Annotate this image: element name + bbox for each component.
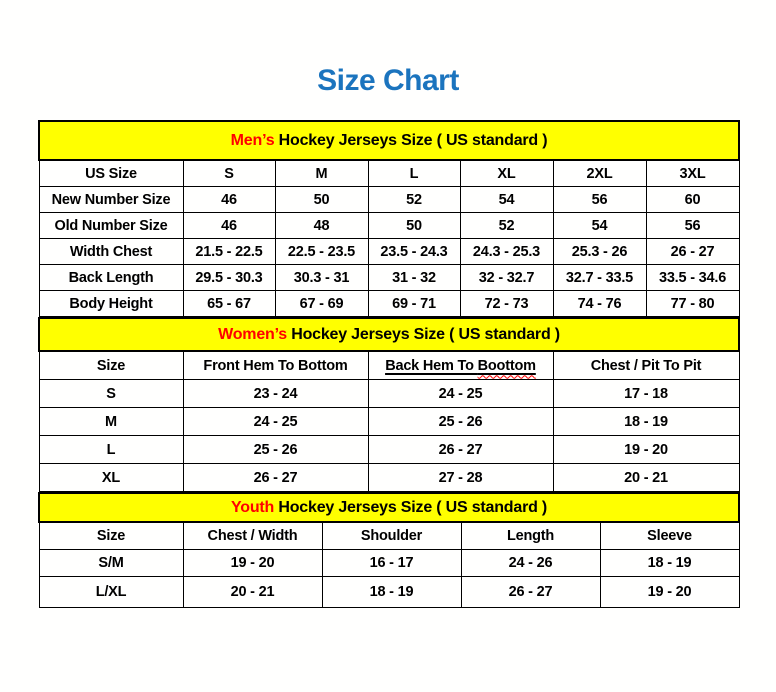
mens-cell: 25.3 - 26 <box>553 239 646 265</box>
mens-cell: 65 - 67 <box>183 291 275 317</box>
mens-cell: 67 - 69 <box>275 291 368 317</box>
womens-header-cell <box>368 351 553 380</box>
womens-row-label: XL <box>39 464 183 492</box>
youth-section-band <box>39 493 739 522</box>
womens-cell: 24 - 25 <box>183 408 368 436</box>
mens-cell: 69 - 71 <box>368 291 460 317</box>
womens-cell: 25 - 26 <box>183 436 368 464</box>
mens-row-label: New Number Size <box>39 187 183 213</box>
mens-section-title: Hockey Jerseys Size ( US standard ) <box>274 131 548 149</box>
womens-header-row <box>39 351 739 380</box>
size-tables-container <box>38 120 738 608</box>
womens-section-title: Hockey Jerseys Size ( US standard ) <box>286 325 560 343</box>
womens-cell: 17 - 18 <box>553 380 739 408</box>
mens-size-table <box>38 120 740 317</box>
womens-header-cell: Chest / Pit To Pit <box>553 351 739 380</box>
mens-cell: 29.5 - 30.3 <box>183 265 275 291</box>
mens-cell: 56 <box>553 187 646 213</box>
womens-cell: 25 - 26 <box>368 408 553 436</box>
youth-section-title: Hockey Jerseys Size ( US standard ) <box>274 498 548 516</box>
table-row <box>39 213 739 239</box>
mens-cell: 52 <box>460 213 553 239</box>
mens-header-cell: M <box>275 160 368 187</box>
mens-cell: 74 - 76 <box>553 291 646 317</box>
mens-row-label: Back Length <box>39 265 183 291</box>
mens-cell: 50 <box>275 187 368 213</box>
youth-section-header <box>39 493 739 522</box>
womens-cell: 24 - 25 <box>368 380 553 408</box>
womens-cell: 19 - 20 <box>553 436 739 464</box>
youth-cell: 24 - 26 <box>461 550 600 577</box>
mens-cell: 48 <box>275 213 368 239</box>
womens-cell: 20 - 21 <box>553 464 739 492</box>
womens-section-highlight: Women’s <box>218 325 287 343</box>
mens-row-label: Width Chest <box>39 239 183 265</box>
mens-cell: 31 - 32 <box>368 265 460 291</box>
youth-header-row <box>39 522 739 550</box>
mens-cell: 50 <box>368 213 460 239</box>
table-row <box>39 408 739 436</box>
mens-cell: 46 <box>183 187 275 213</box>
mens-cell: 32 - 32.7 <box>460 265 553 291</box>
mens-cell: 72 - 73 <box>460 291 553 317</box>
womens-size-table <box>38 317 740 492</box>
youth-cell: 18 - 19 <box>600 550 739 577</box>
mens-cell: 46 <box>183 213 275 239</box>
womens-cell: 27 - 28 <box>368 464 553 492</box>
mens-header-cell: 3XL <box>646 160 739 187</box>
mens-cell: 56 <box>646 213 739 239</box>
mens-cell: 52 <box>368 187 460 213</box>
youth-cell: 26 - 27 <box>461 577 600 608</box>
mens-header-row <box>39 160 739 187</box>
womens-section-header <box>39 318 739 351</box>
youth-cell: 19 - 20 <box>183 550 322 577</box>
mens-cell: 21.5 - 22.5 <box>183 239 275 265</box>
youth-size-table <box>38 492 740 608</box>
table-row <box>39 577 739 608</box>
mens-section-header <box>39 121 739 160</box>
youth-cell: 18 - 19 <box>322 577 461 608</box>
youth-row-label: S/M <box>39 550 183 577</box>
womens-row-label: M <box>39 408 183 436</box>
mens-header-cell: US Size <box>39 160 183 187</box>
womens-header-cell: Size <box>39 351 183 380</box>
youth-header-cell: Chest / Width <box>183 522 322 550</box>
womens-cell: 18 - 19 <box>553 408 739 436</box>
mens-cell: 54 <box>460 187 553 213</box>
womens-section-band <box>39 318 739 351</box>
mens-section-highlight: Men’s <box>230 131 275 149</box>
womens-row-label: L <box>39 436 183 464</box>
table-row <box>39 187 739 213</box>
youth-section-highlight: Youth <box>230 498 275 516</box>
womens-cell: 26 - 27 <box>368 436 553 464</box>
table-row <box>39 464 739 492</box>
mens-cell: 26 - 27 <box>646 239 739 265</box>
youth-header-cell: Size <box>39 522 183 550</box>
table-row <box>39 291 739 317</box>
table-row <box>39 265 739 291</box>
mens-header-cell: 2XL <box>553 160 646 187</box>
womens-cell: 23 - 24 <box>183 380 368 408</box>
womens-row-label: S <box>39 380 183 408</box>
youth-header-cell: Sleeve <box>600 522 739 550</box>
table-row <box>39 550 739 577</box>
womens-header-back-misspelled: Boottom <box>477 357 536 374</box>
youth-row-label: L/XL <box>39 577 183 608</box>
mens-header-cell: XL <box>460 160 553 187</box>
mens-cell: 77 - 80 <box>646 291 739 317</box>
table-row <box>39 380 739 408</box>
youth-cell: 20 - 21 <box>183 577 322 608</box>
mens-section-band <box>39 121 739 160</box>
mens-row-label: Body Height <box>39 291 183 317</box>
mens-header-cell: S <box>183 160 275 187</box>
womens-header-back-text: Back Hem To <box>385 357 478 374</box>
mens-cell: 54 <box>553 213 646 239</box>
table-row <box>39 239 739 265</box>
mens-cell: 23.5 - 24.3 <box>368 239 460 265</box>
womens-cell: 26 - 27 <box>183 464 368 492</box>
youth-header-cell: Shoulder <box>322 522 461 550</box>
mens-cell: 22.5 - 23.5 <box>275 239 368 265</box>
youth-cell: 16 - 17 <box>322 550 461 577</box>
youth-header-cell: Length <box>461 522 600 550</box>
mens-cell: 33.5 - 34.6 <box>646 265 739 291</box>
page-title: Size Chart <box>317 64 459 97</box>
mens-cell: 60 <box>646 187 739 213</box>
mens-cell: 24.3 - 25.3 <box>460 239 553 265</box>
mens-row-label: Old Number Size <box>39 213 183 239</box>
youth-cell: 19 - 20 <box>600 577 739 608</box>
table-row <box>39 436 739 464</box>
mens-cell: 32.7 - 33.5 <box>553 265 646 291</box>
womens-header-cell: Front Hem To Bottom <box>183 351 368 380</box>
mens-header-cell: L <box>368 160 460 187</box>
mens-cell: 30.3 - 31 <box>275 265 368 291</box>
